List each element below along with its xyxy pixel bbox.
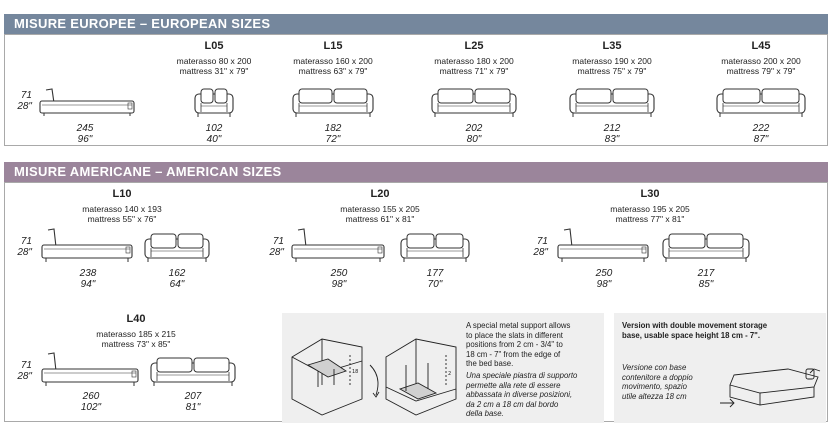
length-in: 96" (77, 134, 93, 145)
height-cm: 71 (20, 236, 32, 247)
svg-text:18: 18 (352, 369, 359, 375)
mattress-it: materasso 195 x 205 (610, 204, 690, 214)
mattress-spec-l25 (414, 56, 534, 76)
length-label-l20 (309, 268, 369, 290)
support-note-box (282, 313, 604, 423)
support-note-text (466, 321, 600, 419)
width-label-l10 (147, 268, 207, 290)
storage-it-line: Versione con base (622, 363, 687, 372)
width-cm: 207 (184, 391, 202, 402)
support-en-line: to place the slats in different (466, 330, 563, 340)
mattress-spec-l05 (154, 56, 274, 76)
width-cm: 177 (426, 268, 444, 279)
width-label-l30 (676, 268, 736, 290)
storage-note-it (622, 363, 712, 401)
side-height-label-l30 (524, 236, 548, 258)
mattress-spec-l20 (320, 204, 440, 224)
height-cm: 71 (20, 360, 32, 371)
support-en-line: A special metal support allows (466, 321, 571, 330)
storage-it-line: movimento, spazio (622, 382, 688, 392)
storage-note-en (622, 321, 822, 340)
side-height-label-l40 (8, 360, 32, 382)
width-in: 80" (466, 134, 482, 145)
bed-side-view-european (38, 86, 138, 118)
support-en-line: 18 cm - 7" from the edge of (466, 349, 561, 359)
sofa-front-view-l35 (569, 86, 655, 118)
mattress-spec-l45 (701, 56, 821, 76)
width-cm: 102 (205, 123, 223, 134)
support-en-line: the bed base. (466, 359, 514, 369)
sofa-front-view-l10 (144, 231, 210, 263)
storage-it-line: contenitore a doppio (622, 372, 693, 382)
width-cm: 182 (324, 123, 342, 134)
mattress-spec-l35 (552, 56, 672, 76)
mattress-en: mattress 79" x 79" (726, 66, 796, 76)
side-height-label (8, 90, 32, 112)
model-code-l35: L35 (602, 40, 622, 52)
mattress-en: mattress 73" x 85" (101, 339, 171, 349)
length-cm: 238 (79, 268, 97, 279)
length-label-l30 (574, 268, 634, 290)
support-note-en (466, 321, 600, 369)
width-label-l35 (582, 123, 642, 145)
model-code-l45: L45 (751, 40, 771, 52)
height-cm: 71 (272, 236, 284, 247)
model-code-l40: L40 (126, 313, 146, 325)
mattress-en: mattress 75" x 79" (577, 66, 647, 76)
bed-side-view-l30 (556, 228, 652, 264)
support-it-line: della base. (466, 409, 504, 419)
width-in: 87" (753, 134, 769, 145)
storage-note-box (614, 313, 826, 423)
height-in: 28" (17, 101, 32, 112)
model-code-l20: L20 (370, 188, 390, 200)
width-cm: 222 (752, 123, 770, 134)
support-diagram-icon (288, 325, 460, 421)
mattress-en: mattress 61" x 81" (345, 214, 415, 224)
mattress-it: materasso 155 x 205 (340, 204, 420, 214)
side-height-label-l10 (8, 236, 32, 258)
support-it-line: da 2 cm a 18 cm dal bordo (466, 399, 559, 409)
width-in: 83" (604, 134, 620, 145)
width-label-l20 (405, 268, 465, 290)
mattress-en: mattress 31" x 79" (179, 66, 249, 76)
length-label-l10 (58, 268, 118, 290)
model-code-l05: L05 (204, 40, 224, 52)
mattress-en: mattress 63" x 79" (298, 66, 368, 76)
sofa-front-view-l30 (662, 231, 750, 263)
height-in: 28" (17, 371, 32, 382)
american-sizes-header: MISURE AMERICANE – AMERICAN SIZES (4, 162, 828, 182)
bed-side-view-l10 (40, 228, 136, 264)
width-label-l25 (444, 123, 504, 145)
length-cm: 245 (76, 123, 94, 134)
sofa-front-view-l05 (194, 86, 234, 118)
length-in: 94" (80, 279, 96, 290)
width-in: 40" (206, 134, 222, 145)
mattress-spec-l40 (76, 329, 196, 349)
mattress-it: materasso 140 x 193 (82, 204, 162, 214)
length-cm: 260 (82, 391, 100, 402)
sofa-front-view-l45 (716, 86, 806, 118)
mattress-it: materasso 185 x 215 (96, 329, 176, 339)
sofa-front-view-l20 (400, 231, 470, 263)
support-it-line: permette alla rete di essere (466, 380, 561, 390)
model-code-l15: L15 (323, 40, 343, 52)
mattress-en: mattress 77" x 81" (615, 214, 685, 224)
bed-side-view-l40 (40, 352, 142, 388)
width-cm: 212 (603, 123, 621, 134)
mattress-en: mattress 71" x 79" (439, 66, 509, 76)
model-code-l10: L10 (112, 188, 132, 200)
width-in: 64" (169, 279, 185, 290)
height-in: 28" (533, 247, 548, 258)
mattress-it: materasso 180 x 200 (434, 56, 514, 66)
side-length-label (60, 123, 110, 145)
width-cm: 202 (465, 123, 483, 134)
mattress-en: mattress 55" x 76" (87, 214, 157, 224)
length-in: 98" (596, 279, 612, 290)
width-cm: 217 (697, 268, 715, 279)
support-note-it (466, 371, 600, 419)
height-in: 28" (269, 247, 284, 258)
width-in: 70" (427, 279, 443, 290)
height-cm: 71 (20, 90, 32, 101)
height-cm: 71 (536, 236, 548, 247)
storage-bed-icon (714, 367, 822, 413)
sofa-front-view-l15 (292, 86, 374, 118)
support-it-line: Una speciale piastra di supporto (466, 370, 578, 380)
length-label-l40 (61, 391, 121, 413)
mattress-spec-l30 (590, 204, 710, 224)
width-in: 85" (698, 279, 714, 290)
svg-text:2: 2 (448, 371, 452, 377)
width-in: 72" (325, 134, 341, 145)
mattress-it: materasso 190 x 200 (572, 56, 652, 66)
model-code-l25: L25 (464, 40, 484, 52)
storage-it-line: utile altezza 18 cm (622, 391, 687, 401)
bed-side-view-l20 (290, 228, 388, 264)
width-cm: 162 (168, 268, 186, 279)
width-label-l45 (731, 123, 791, 145)
mattress-it: materasso 200 x 200 (721, 56, 801, 66)
sofa-front-view-l40 (150, 355, 236, 387)
width-label-l05 (184, 123, 244, 145)
support-it-line: abbassata in diverse posizioni, (466, 390, 573, 400)
width-label-l40 (163, 391, 223, 413)
model-code-l30: L30 (640, 188, 660, 200)
european-sizes-header: MISURE EUROPEE – EUROPEAN SIZES (4, 14, 828, 34)
length-cm: 250 (595, 268, 613, 279)
mattress-it: materasso 80 x 200 (176, 56, 252, 66)
height-in: 28" (17, 247, 32, 258)
mattress-spec-l15 (273, 56, 393, 76)
side-height-label-l20 (260, 236, 284, 258)
length-in: 102" (80, 402, 102, 413)
storage-en-line: base, usable space height 18 cm - 7". (622, 330, 761, 340)
sofa-front-view-l25 (431, 86, 517, 118)
width-in: 81" (185, 402, 201, 413)
length-cm: 250 (330, 268, 348, 279)
mattress-it: materasso 160 x 200 (293, 56, 373, 66)
length-in: 98" (331, 279, 347, 290)
storage-en-line: Version with double movement storage (622, 321, 768, 330)
width-label-l15 (303, 123, 363, 145)
mattress-spec-l10 (62, 204, 182, 224)
support-en-line: positions from 2 cm - 3/4" to (466, 340, 563, 350)
